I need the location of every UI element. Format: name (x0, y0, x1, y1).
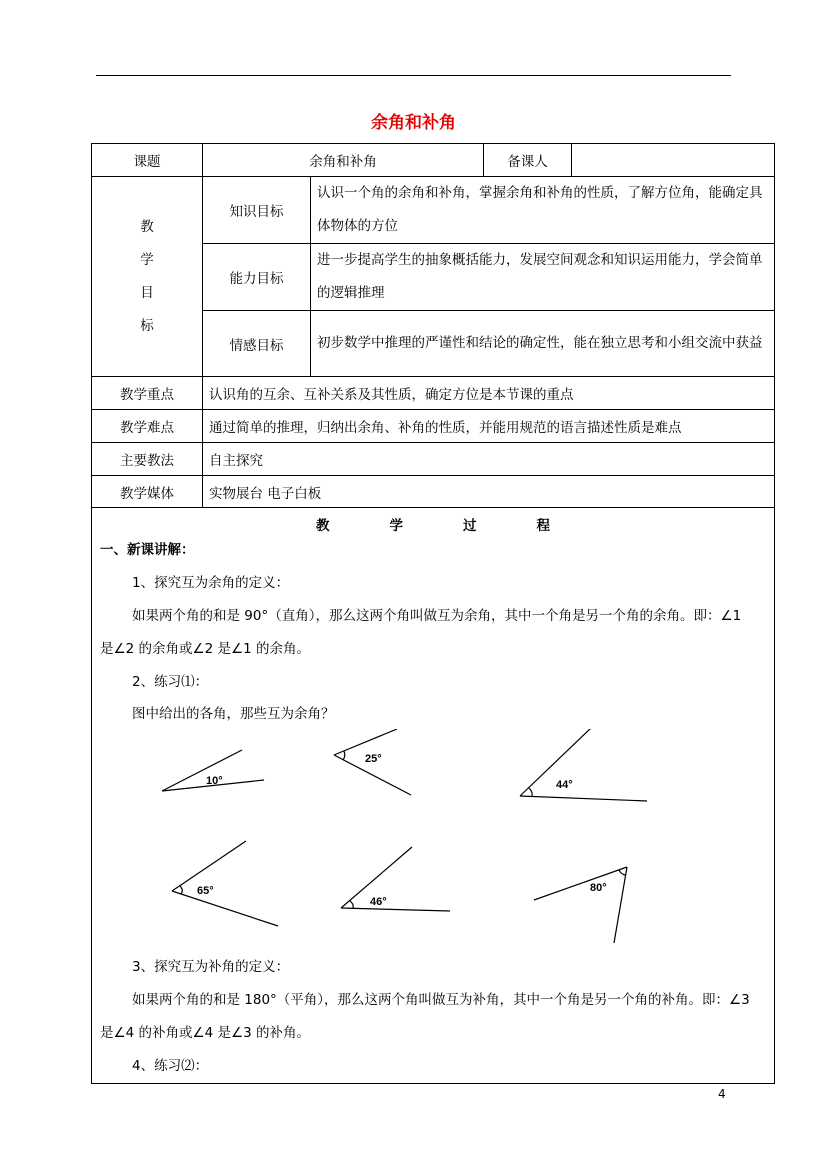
item-2: 2、练习⑴： (132, 674, 209, 690)
goal-name: 知识目标 (203, 177, 311, 244)
row-text: 自主探究 (203, 443, 775, 476)
angle-44-figure (520, 729, 647, 801)
row-text: 实物展台 电子白板 (203, 476, 775, 508)
definition-supplement-line2: 是∠4 的补角或∠4 是∠3 的补角。 (100, 1025, 310, 1041)
goal-text: 进一步提高学生的抽象概括能力，发展空间观念和知识运用能力，学会简单的逻辑推理 (311, 244, 775, 311)
page-title: 余角和补角 (371, 113, 456, 133)
definition-complement-line2: 是∠2 的余角或∠2 是∠1 的余角。 (100, 641, 310, 657)
topic-label: 课题 (92, 144, 203, 177)
angle-label: 44° (556, 779, 573, 791)
question-1: 图中给出的各角，那些互为余角？ (132, 706, 335, 722)
row-label: 教学重点 (92, 377, 203, 410)
table-row (92, 508, 775, 1084)
table-row (92, 410, 775, 443)
table-row (92, 476, 775, 508)
table-row (92, 144, 775, 177)
table-row (92, 377, 775, 410)
goal-text: 初步数学中推理的严谨性和结论的确定性，能在独立思考和小组交流中获益 (311, 311, 775, 377)
angle-figures (92, 729, 774, 959)
table-row (92, 177, 775, 244)
row-label: 主要教法 (92, 443, 203, 476)
definition-supplement-line1: 如果两个角的和是 180°（平角），那么这两个角叫做互为补角，其中一个角是另一个角的补角。即：∠3 (132, 992, 750, 1008)
angle-label: 25° (365, 753, 382, 765)
table-row (92, 443, 775, 476)
angle-label: 80° (590, 882, 607, 894)
preparer-value (572, 144, 775, 177)
lesson-plan-table (91, 143, 775, 1084)
topic-value: 余角和补角 (203, 144, 484, 177)
angle-label: 46° (370, 896, 387, 908)
goals-label: 教 学 目 标 (92, 177, 203, 377)
angle-46-figure (341, 847, 450, 911)
row-label: 教学媒体 (92, 476, 203, 508)
goal-name: 能力目标 (203, 244, 311, 311)
teaching-process (92, 508, 775, 1084)
row-text: 通过简单的推理，归纳出余角、补角的性质，并能用规范的语言描述性质是难点 (203, 410, 775, 443)
goal-text: 认识一个角的余角和补角，掌握余角和补角的性质，了解方位角，能确定具体物体的方位 (311, 177, 775, 244)
row-text: 认识角的互余、互补关系及其性质，确定方位是本节课的重点 (203, 377, 775, 410)
definition-complement-line1: 如果两个角的和是 90°（直角），那么这两个角叫做互为余角，其中一个角是另一个角的余角。即：∠1 (132, 608, 742, 624)
angle-80-figure (534, 867, 627, 943)
page-number: 4 (718, 1087, 726, 1101)
angle-diagrams (92, 729, 775, 959)
angle-65-figure (172, 841, 278, 926)
item-4: 4、练习⑵： (132, 1058, 209, 1074)
angle-label: 10° (206, 775, 223, 787)
goal-name: 情感目标 (203, 311, 311, 377)
preparer-label: 备课人 (484, 144, 572, 177)
item-3: 3、探究互为补角的定义： (132, 959, 290, 975)
angle-label: 65° (197, 885, 214, 897)
item-1: 1、探究互为余角的定义： (132, 575, 290, 591)
section-heading: 一、新课讲解： (100, 542, 195, 558)
process-title: 教 学 过 程 (316, 518, 550, 534)
header-rule (96, 75, 731, 76)
row-label: 教学难点 (92, 410, 203, 443)
